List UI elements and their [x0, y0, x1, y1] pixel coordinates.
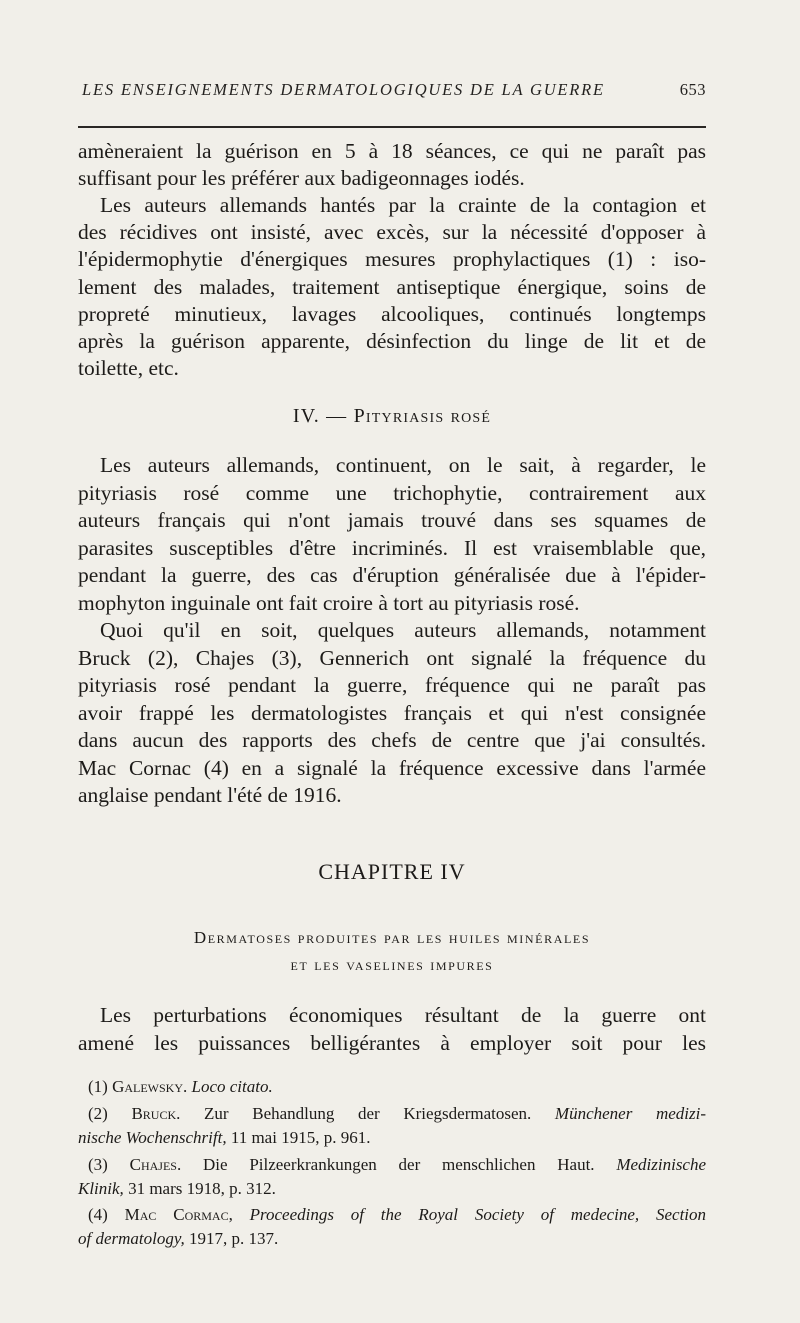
footnote-author: Mac Cormac, — [124, 1205, 233, 1224]
body-line: propreté minutieux, lavages alcooliques, continués longtemps — [78, 302, 706, 326]
footnote-number: (4) — [88, 1205, 108, 1224]
footnote-journal: Münchener medizi- — [554, 1104, 707, 1123]
footnote-text: 31 mars 1918, p. 312. — [128, 1179, 276, 1198]
footnote-journal: Medizinische — [616, 1155, 707, 1174]
body-line: pityriasis rosé pendant la guerre, fréquence qui ne paraît pas — [78, 673, 706, 697]
header-rule — [78, 126, 706, 128]
footnote-2 — [88, 1104, 706, 1124]
footnote-2-cont — [78, 1128, 706, 1148]
body-line: Quoi qu'il en soit, quelques auteurs allemands, notamment — [100, 618, 706, 642]
body-line: pityriasis rosé comme une trichophytie, contrairement aux — [78, 481, 706, 505]
footnote-author: Galewsky. — [112, 1077, 188, 1096]
section-number: IV. — — [292, 405, 348, 427]
footnote-journal: Proceedings of the Royal Society of medecine, Section — [249, 1205, 707, 1224]
footnote-3 — [88, 1155, 706, 1175]
footnote-3-cont — [78, 1179, 706, 1199]
running-title: LES ENSEIGNEMENTS DERMATOLOGIQUES DE LA GUERRE — [82, 80, 605, 99]
chapter-subtitle: Dermatoses produites par les huiles minérales — [193, 928, 591, 947]
footnote-text: Zur Behandlung der Kriegsdermatosen. — [204, 1104, 532, 1123]
footnote-journal: of dermatology, — [78, 1229, 185, 1248]
body-line: dans aucun des rapports des chefs de centre que j'ai consultés. — [78, 728, 706, 752]
body-line: lement des malades, traitement antiseptique énergique, soins de — [78, 275, 706, 299]
body-line: amené les puissances belligérantes à employer soit pour les — [78, 1031, 706, 1055]
body-line: Bruck (2), Chajes (3), Gennerich ont signalé la fréquence du — [78, 646, 706, 670]
footnote-journal: Klinik, — [78, 1179, 124, 1198]
footnote-4 — [88, 1205, 706, 1225]
body-line: Mac Cornac (4) en a signalé la fréquence excessive dans l'armée — [78, 756, 706, 780]
body-line: Les auteurs allemands, continuent, on le sait, à regarder, le — [100, 453, 706, 477]
page-number: 653 — [679, 80, 706, 99]
footnote-number: (2) — [88, 1104, 108, 1123]
body-line: avoir frappé les dermatologistes français et qui n'est consignée — [78, 701, 706, 725]
body-line: anglaise pendant l'été de 1916. — [78, 783, 342, 807]
footnote-reference: Loco citato. — [191, 1077, 273, 1096]
body-line: Les perturbations économiques résultant de la guerre ont — [100, 1003, 706, 1027]
footnote-author: Bruck. — [131, 1104, 181, 1123]
body-line: des récidives ont insisté, avec excès, sur la nécessité d'opposer à — [78, 220, 706, 244]
section-heading — [78, 405, 706, 428]
running-header — [82, 80, 706, 100]
chapter-subtitle: et les vaselines impures — [290, 955, 494, 974]
footnote-text: 11 mai 1915, p. 961. — [230, 1128, 371, 1147]
body-line: mophyton inguinale ont fait croire à tort au pityriasis rosé. — [78, 591, 580, 615]
body-line: Les auteurs allemands hantés par la crainte de la contagion et — [100, 193, 706, 217]
footnote-1 — [88, 1077, 706, 1097]
body-line: pendant la guerre, des cas d'éruption généralisée due à l'épider- — [78, 563, 706, 587]
body-line: parasites susceptibles d'être incriminés. Il est vraisemblable que, — [78, 536, 706, 560]
footnote-author: Chajes. — [129, 1155, 182, 1174]
body-line: l'épidermophytie d'énergiques mesures prophylactiques (1) : iso- — [78, 247, 706, 271]
body-line: amèneraient la guérison en 5 à 18 séances, ce qui ne paraît pas — [78, 139, 706, 163]
footnote-4-cont — [78, 1229, 706, 1249]
body-line: suffisant pour les préférer aux badigeonnages iodés. — [78, 166, 525, 190]
footnote-text: Die Pilzeerkrankungen der menschlichen Haut. — [203, 1155, 595, 1174]
body-line: auteurs français qui n'ont jamais trouvé dans ses squames de — [78, 508, 706, 532]
chapter-title: CHAPITRE IV — [318, 859, 466, 884]
footnote-number: (1) — [88, 1077, 108, 1096]
body-line: toilette, etc. — [78, 356, 179, 380]
footnote-text: 1917, p. 137. — [188, 1229, 279, 1248]
body-line: après la guérison apparente, désinfection du linge de lit et de — [78, 329, 706, 353]
footnote-number: (3) — [88, 1155, 108, 1174]
section-title: Pityriasis rosé — [353, 405, 492, 427]
footnote-journal: nische Wochenschrift, — [78, 1128, 227, 1147]
